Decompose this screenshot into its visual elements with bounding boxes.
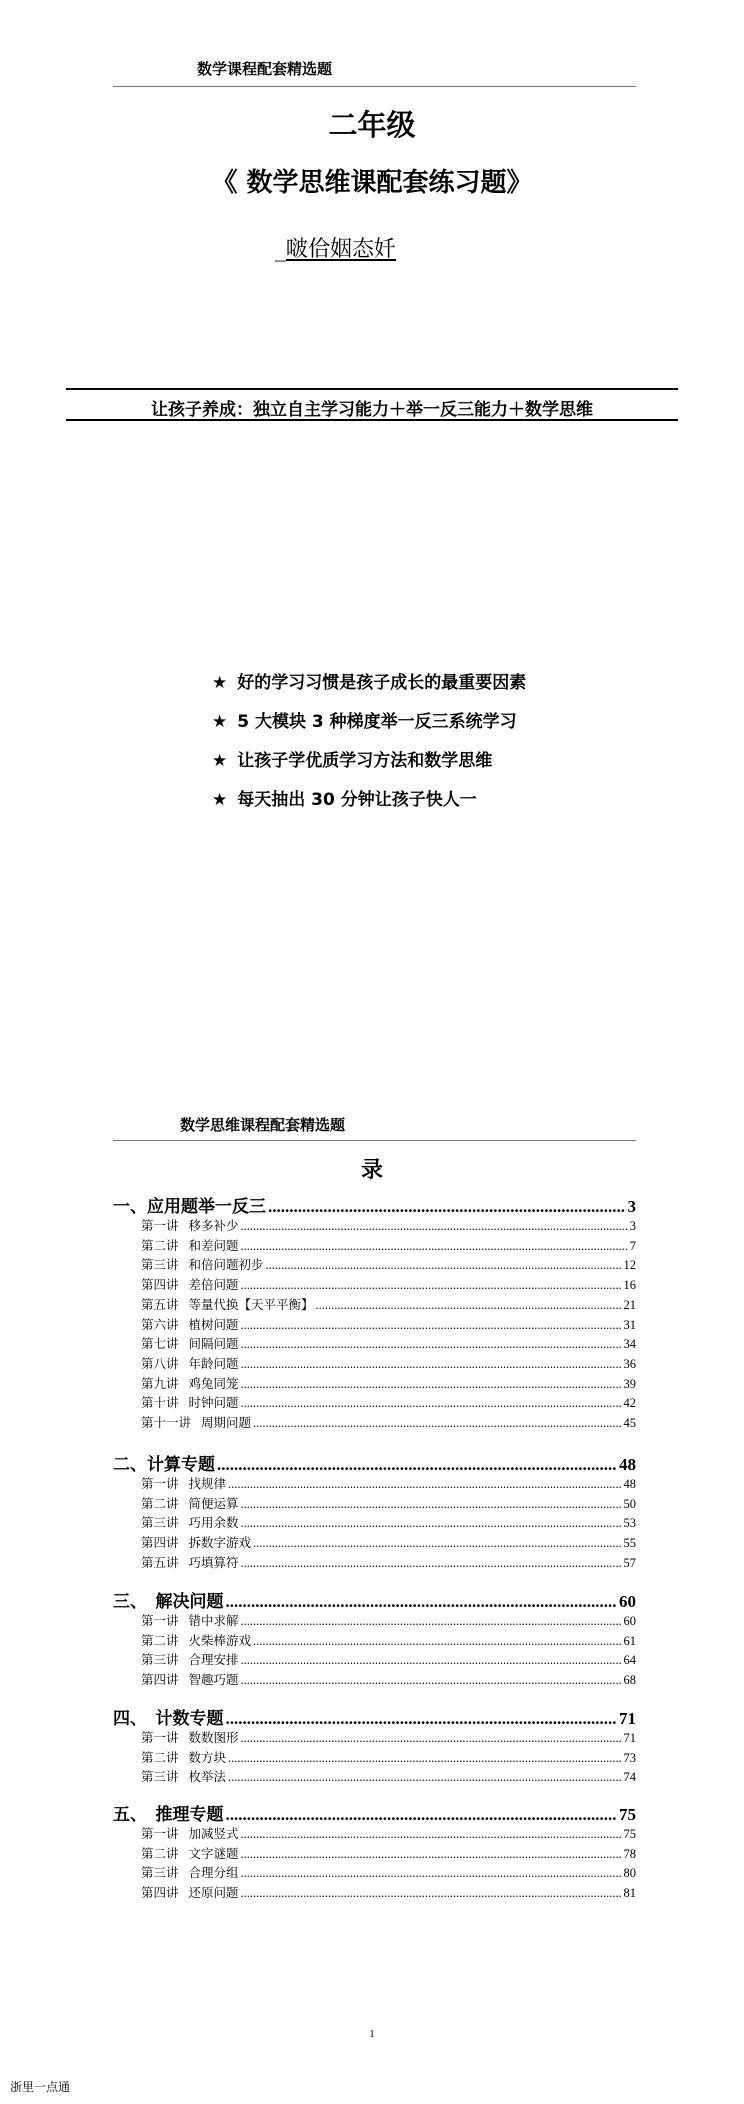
toc-entry-title: 和倍问题初步 bbox=[188, 1258, 264, 1273]
toc-leader bbox=[241, 1337, 622, 1352]
toc-entry-title: 周期问题 bbox=[201, 1416, 252, 1430]
toc-entry-page: 31 bbox=[623, 1317, 636, 1332]
toc-entry-lecture: 第九讲 bbox=[141, 1376, 179, 1391]
toc-entry-title: 巧用余数 bbox=[188, 1516, 239, 1531]
toc-entry-page: 36 bbox=[623, 1356, 636, 1371]
toc-entry-lecture: 第一讲 bbox=[141, 1731, 179, 1745]
toc-leader bbox=[241, 1653, 622, 1668]
toc-entry-page: 61 bbox=[623, 1633, 636, 1648]
toc-leader bbox=[241, 1219, 628, 1234]
toc-section-label: 四、 计数专题 bbox=[113, 1709, 224, 1728]
toc-entry-lecture: 第一讲 bbox=[141, 1614, 179, 1628]
toc-entry-title: 数数图形 bbox=[188, 1731, 239, 1745]
toc-entry-title: 间隔问题 bbox=[188, 1337, 239, 1352]
toc-entry[interactable] bbox=[141, 1275, 636, 1293]
toc-entry-title: 鸡兔同笼 bbox=[188, 1376, 239, 1391]
toc-entry[interactable] bbox=[141, 1295, 636, 1313]
toc-section-label: 三、 解决问题 bbox=[113, 1592, 224, 1611]
toc-entry[interactable] bbox=[141, 1844, 636, 1862]
toc-entry-title: 时钟问题 bbox=[188, 1396, 239, 1411]
toc-entry-lecture: 第三讲 bbox=[141, 1866, 179, 1881]
toc-entry-page: 55 bbox=[623, 1536, 636, 1551]
toc-leader bbox=[241, 1318, 622, 1333]
toc-entry-lecture: 第四讲 bbox=[141, 1278, 179, 1293]
toc-entry-lecture: 第七讲 bbox=[141, 1337, 179, 1352]
toc-entry-lecture: 第二讲 bbox=[141, 1238, 179, 1253]
toc-entry-page: 48 bbox=[623, 1477, 636, 1491]
toc-entry-page: 50 bbox=[623, 1496, 636, 1511]
toc-entry[interactable] bbox=[141, 1216, 636, 1234]
feature-item: ★ 每天抽出 30 分钟让孩子快人一 bbox=[212, 790, 477, 810]
toc-entry-lecture: 第二讲 bbox=[141, 1633, 179, 1648]
toc-section-page: 3 bbox=[627, 1197, 636, 1216]
toc-entry-lecture: 第十讲 bbox=[141, 1396, 179, 1411]
toc-section-label: 二、计算专题 bbox=[113, 1455, 215, 1474]
toc-entry-page: 7 bbox=[629, 1238, 636, 1253]
toc-entry-title: 巧填算符 bbox=[188, 1555, 239, 1570]
feature-item: ★ 5 大模块 3 种梯度举一反三系统学习 bbox=[212, 712, 517, 732]
toc-entry-lecture: 第二讲 bbox=[141, 1846, 179, 1861]
toc-leader bbox=[241, 1847, 622, 1862]
toc-entry-page: 71 bbox=[623, 1731, 636, 1745]
toc-entry-page: 45 bbox=[623, 1416, 636, 1430]
toc-entry-page: 60 bbox=[623, 1614, 636, 1628]
toc-entry[interactable] bbox=[141, 1413, 636, 1431]
header-rule bbox=[113, 86, 636, 87]
toc-leader bbox=[226, 1592, 618, 1612]
page-number: 1 bbox=[369, 2028, 375, 2040]
toc-leader bbox=[316, 1298, 622, 1313]
toc-entry-lecture: 第三讲 bbox=[141, 1516, 179, 1531]
toc-leader bbox=[241, 1614, 622, 1629]
course-title: 《 数学思维课配套练习题》 bbox=[211, 168, 533, 198]
toc-leader bbox=[226, 1805, 618, 1825]
feature-item: ★ 好的学习习惯是孩子成长的最重要因素 bbox=[212, 673, 527, 693]
toc-entry-lecture: 第一讲 bbox=[141, 1477, 179, 1491]
toc-entry-page: 34 bbox=[623, 1337, 636, 1352]
toc-section-page: 75 bbox=[619, 1805, 636, 1824]
toc-section-page: 48 bbox=[619, 1455, 636, 1474]
toc-header-rule bbox=[113, 1140, 636, 1141]
toc-entry-lecture: 第四讲 bbox=[141, 1673, 179, 1688]
toc-entry-lecture: 第一讲 bbox=[141, 1827, 179, 1841]
toc-title: 录 bbox=[360, 1158, 383, 1183]
toc-leader bbox=[241, 1239, 628, 1254]
toc-entry-title: 错中求解 bbox=[188, 1614, 239, 1628]
grade-title: 二年级 bbox=[328, 108, 416, 142]
toc-entry[interactable] bbox=[141, 1494, 636, 1512]
toc-leader bbox=[241, 1377, 622, 1392]
toc-entry-title: 智趣巧题 bbox=[188, 1673, 239, 1688]
toc-entry-title: 简便运算 bbox=[188, 1496, 239, 1511]
toc-entry-title: 合理分组 bbox=[188, 1866, 239, 1881]
toc-entry[interactable] bbox=[141, 1255, 636, 1273]
toc-leader bbox=[241, 1827, 622, 1842]
toc-entry[interactable] bbox=[141, 1611, 636, 1629]
toc-entry-title: 合理安排 bbox=[188, 1653, 239, 1668]
toc-entry[interactable] bbox=[141, 1354, 636, 1372]
toc-leader bbox=[241, 1396, 622, 1411]
toc-entry-page: 21 bbox=[623, 1297, 636, 1312]
toc-entry-lecture: 第四讲 bbox=[141, 1886, 179, 1901]
toc-section-page: 71 bbox=[619, 1709, 636, 1728]
toc-leader bbox=[228, 1477, 621, 1492]
toc-leader bbox=[241, 1731, 622, 1746]
toc-entry-page: 74 bbox=[623, 1770, 636, 1785]
toc-entry-title: 移多补少 bbox=[188, 1219, 239, 1233]
toc-entry-page: 64 bbox=[623, 1653, 636, 1668]
toc-entry[interactable] bbox=[141, 1533, 636, 1551]
toc-entry-page: 78 bbox=[623, 1846, 636, 1861]
toc-leader bbox=[217, 1455, 617, 1475]
toc-entry-title: 数方块 bbox=[188, 1750, 227, 1765]
toc-entry-lecture: 第五讲 bbox=[141, 1555, 179, 1570]
toc-entry[interactable] bbox=[141, 1670, 636, 1688]
toc-section-label: 一、应用题举一反三 bbox=[113, 1197, 266, 1216]
toc-entry[interactable] bbox=[141, 1393, 636, 1411]
toc-leader bbox=[228, 1751, 621, 1766]
author-name: 啵佮姻态奷 bbox=[286, 237, 397, 262]
toc-entry-lecture: 第八讲 bbox=[141, 1356, 179, 1371]
toc-entry[interactable] bbox=[141, 1374, 636, 1392]
toc-entry-lecture: 第三讲 bbox=[141, 1653, 179, 1668]
author-prefix: _ bbox=[275, 237, 286, 262]
toc-entry-page: 57 bbox=[623, 1555, 636, 1570]
toc-entry[interactable] bbox=[141, 1728, 636, 1746]
toc-entry[interactable] bbox=[141, 1883, 636, 1901]
toc-leader bbox=[241, 1886, 622, 1901]
toc-section-label: 五、 推理专题 bbox=[113, 1805, 224, 1824]
toc-entry-page: 42 bbox=[623, 1396, 636, 1411]
toc-leader bbox=[253, 1416, 621, 1431]
toc-entry-page: 53 bbox=[623, 1516, 636, 1531]
toc-leader bbox=[268, 1197, 626, 1217]
toc-entry[interactable] bbox=[141, 1315, 636, 1333]
toc-entry[interactable] bbox=[141, 1631, 636, 1649]
toc-entry-page: 75 bbox=[623, 1827, 636, 1841]
toc-entry-title: 植树问题 bbox=[188, 1317, 239, 1332]
toc-leader bbox=[241, 1866, 622, 1881]
toc-section[interactable] bbox=[113, 1450, 636, 1475]
toc-entry[interactable] bbox=[141, 1824, 636, 1842]
toc-leader bbox=[226, 1709, 618, 1729]
toc-leader bbox=[253, 1536, 621, 1551]
toc-entry-lecture: 第六讲 bbox=[141, 1317, 179, 1332]
slogan: 让孩子养成：独立自主学习能力＋举一反三能力＋数学思维 bbox=[151, 400, 593, 420]
toc-leader bbox=[241, 1673, 622, 1688]
author-line bbox=[275, 232, 396, 263]
toc-entry-title: 找规律 bbox=[188, 1477, 227, 1491]
toc-entry-title: 和差问题 bbox=[188, 1238, 239, 1253]
toc-entry-title: 等量代换【天平平衡】 bbox=[188, 1297, 314, 1312]
toc-entry-page: 16 bbox=[623, 1278, 636, 1293]
toc-leader bbox=[228, 1770, 621, 1785]
toc-entry-lecture: 第二讲 bbox=[141, 1496, 179, 1511]
toc-entry-page: 81 bbox=[623, 1886, 636, 1901]
toc-entry[interactable] bbox=[141, 1236, 636, 1254]
toc-section-page: 60 bbox=[619, 1592, 636, 1611]
toc-entry-lecture: 第十一讲 bbox=[141, 1416, 192, 1430]
toc-entry[interactable] bbox=[141, 1553, 636, 1571]
slogan-top-rule bbox=[66, 388, 678, 390]
star-icon: ★ bbox=[212, 790, 228, 810]
toc-entry-page: 39 bbox=[623, 1376, 636, 1391]
toc-entry-lecture: 第一讲 bbox=[141, 1219, 179, 1233]
toc-leader bbox=[241, 1497, 622, 1512]
toc-entry[interactable] bbox=[141, 1748, 636, 1766]
footer-note: 浙里一点通 bbox=[10, 2080, 71, 2094]
toc-entry[interactable] bbox=[141, 1334, 636, 1352]
feature-item: ★ 让孩子学优质学习方法和数学思维 bbox=[212, 751, 493, 771]
toc-leader bbox=[241, 1357, 622, 1372]
toc-header: 数学思维课程配套精选题 bbox=[180, 1116, 346, 1134]
toc-entry-page: 68 bbox=[623, 1673, 636, 1688]
toc-entry-page: 3 bbox=[629, 1219, 636, 1233]
toc-entry-title: 差倍问题 bbox=[188, 1278, 239, 1293]
toc-entry-page: 73 bbox=[623, 1750, 636, 1765]
toc-leader bbox=[253, 1634, 621, 1649]
toc-entry[interactable] bbox=[141, 1650, 636, 1668]
toc-entry[interactable] bbox=[141, 1767, 636, 1785]
slogan-bottom-rule bbox=[66, 419, 678, 421]
toc-entry-title: 文字谜题 bbox=[188, 1846, 239, 1861]
cover-header: 数学课程配套精选题 bbox=[197, 60, 333, 78]
toc-entry-lecture: 第三讲 bbox=[141, 1770, 179, 1785]
toc-section[interactable] bbox=[113, 1587, 636, 1612]
toc-leader bbox=[241, 1278, 622, 1293]
toc-entry-lecture: 第三讲 bbox=[141, 1258, 179, 1273]
toc-entry[interactable] bbox=[141, 1513, 636, 1531]
toc-entry-lecture: 第二讲 bbox=[141, 1750, 179, 1765]
toc-leader bbox=[241, 1516, 622, 1531]
toc-entry[interactable] bbox=[141, 1863, 636, 1881]
toc-entry-lecture: 第四讲 bbox=[141, 1536, 179, 1551]
toc-entry-title: 枚举法 bbox=[188, 1770, 227, 1785]
star-icon: ★ bbox=[212, 712, 228, 732]
star-icon: ★ bbox=[212, 751, 228, 771]
toc-section[interactable] bbox=[113, 1704, 636, 1729]
toc-leader bbox=[266, 1258, 622, 1273]
toc-entry-lecture: 第五讲 bbox=[141, 1297, 179, 1312]
toc-entry-title: 拆数字游戏 bbox=[188, 1536, 252, 1551]
toc-section[interactable] bbox=[113, 1800, 636, 1825]
toc-entry-page: 80 bbox=[623, 1866, 636, 1881]
toc-section[interactable] bbox=[113, 1192, 636, 1217]
toc-leader bbox=[241, 1556, 622, 1571]
toc-entry[interactable] bbox=[141, 1474, 636, 1492]
toc-entry-title: 火柴棒游戏 bbox=[188, 1633, 252, 1648]
toc-entry-title: 年龄问题 bbox=[188, 1356, 239, 1371]
star-icon: ★ bbox=[212, 673, 228, 693]
toc-entry-title: 加减竖式 bbox=[188, 1827, 239, 1841]
toc-entry-title: 还原问题 bbox=[188, 1886, 239, 1901]
toc-entry-page: 12 bbox=[623, 1258, 636, 1273]
